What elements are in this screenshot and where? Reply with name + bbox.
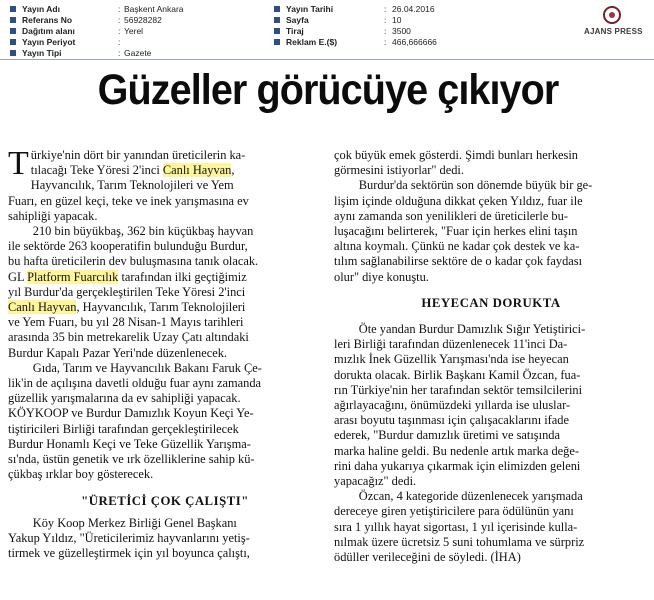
meta-colon: : [384,4,387,14]
article-line: tirmek ve güzelleştirmek için yıl boyunca çalıştı, [8,546,250,561]
article-line: ve Yem Fuarı, bu yıl 28 Nisan-1 Mayıs tarihleri [8,315,244,330]
meta-colon: : [384,15,387,25]
meta-label: Sayfa [286,15,309,25]
article-line: sıra 1 yıllık hayat sigortası, 1 yıl içerisinde kulla- [334,519,578,534]
meta-label: Tiraj [286,26,304,36]
article-line: ödüller verileceğini de söyledi. (İHA) [334,550,521,565]
article-line: Hayvancılık, Tarım Teknolojileri ve Yem [30,178,234,193]
article-line: luşacağını belirterek, "Fuar için herkes elini taşın [334,224,578,239]
article-line: Fuarı, en güzel keçi, teke ve inek yarışmasına ev [8,193,249,208]
article-text-block [334,322,648,565]
article-line: Gıda, Tarım ve Hayvancılık Bakanı Faruk Çe- [8,360,262,375]
article-line: nılmak üzere ücretsiz 5 suni tohumlama ve sürpriz [334,534,585,549]
meta-value: 3500 [392,26,411,36]
article-line: güzellik yarışmalarına da ev sahipliği yapacak. [8,391,241,406]
article-text-block [8,145,322,482]
meta-row [0,15,560,26]
page-title: Güzeller görücüye çıkıyor [97,66,559,114]
article-line: dorukta olacak. Birlik Başkanı Kamil Özcan, fua- [334,367,581,382]
article-line: GL Platform Fuarcılık tarafından ilki geçtiğimiz [8,269,247,284]
article-line: ürkiye'nin dört bir yanından üreticilerin ka- [30,148,246,162]
article-line: çok büyük emek gösterdi. Şimdi bunları herkesin [334,148,578,162]
meta-colon: : [118,37,121,47]
meta-colon: : [118,15,121,25]
article-line: rini daha yukarıya çıkarmak için elimizden geleni [334,458,581,473]
article-line: ile sektörde 263 kooperatifin bulunduğu Burdur, [8,239,248,254]
article-line: Öte yandan Burdur Damızlık Sığır Yetiştirici- [334,322,586,337]
highlighted-keyword: Platform Fuarcılık [27,269,119,284]
article-line: lik'in de açılışına davetli olduğu fuar aynı zamanda [8,376,262,391]
article-line: yıl Burdur'da gerçekleştirilen Teke Yöresi 2'inci [8,284,246,299]
meta-value: Yerel [124,26,144,36]
article-line: KÖYKOOP ve Burdur Damızlık Koyun Keçi Ye- [8,406,254,421]
article-line: olur" diye konuştu. [334,269,429,284]
article-line: leri Birliği tarafından düzenlenecek 11'inci Da- [334,337,568,352]
meta-label: Yayın Periyot [22,37,76,47]
meta-value: 26.04.2016 [392,4,435,14]
article-line: mızlık İnek Güzellik Yarışması'nda ise heyecan [334,352,569,367]
meta-value: 56928282 [124,15,162,25]
article-line: Köy Koop Merkez Birliği Genel Başkanı [8,515,237,530]
article-line: sahipliği yapacak. [8,208,98,223]
article-line: tiştiricileri Birliği tarafından gerçekleştirilecek [8,421,239,436]
article-line: dereceye giren yetiştiricilere para ödülünün yanı [334,504,574,519]
meta-value: 466,666666 [392,37,437,47]
meta-label: Yayın Adı [22,4,60,14]
article-line: yapacağız" dedi. [334,474,417,489]
article-line: lişim içinde olduğuna dikkat çeken Yıldız, fuar ile [334,193,583,208]
article-line: Yakup Yıldız, "Üreticilerimiz hayvanlarını yetiş- [8,530,250,545]
meta-colon: : [118,26,121,36]
article-line: rın Türkiye'nin her tarafından sektör temsilcilerini [334,382,583,397]
drop-cap: T [8,145,29,182]
article-line: arasında 35 bin metrekarelik Uzay Çatı altındaki [8,330,249,345]
article-text-block [334,148,648,285]
article-line: Burdur Kapalı Pazar Yeri'nde düzenlenecek. [8,345,227,360]
meta-colon: : [384,37,387,47]
article-line: bu hafta üreticilerin dev buluşmasına tanık olacak. [8,254,259,269]
meta-colon: : [118,4,121,14]
highlighted-keyword: Canlı Hayvan [8,300,77,315]
header-divider [0,59,654,60]
article-line: çükbaş ırklar boy gösterecek. [8,467,154,482]
ajans-press-logo [584,6,644,38]
meta-colon: : [384,26,387,36]
article-line: aynı zamanda son yenilikleri de üreticilerle bu- [334,208,568,223]
article-line: Canlı Hayvan, Hayvancılık, Tarım Teknolojileri [8,300,246,315]
meta-label: Yayın Tipi [22,48,62,58]
meta-row [0,26,560,37]
article-column-left [8,145,322,561]
article-line: tılım sağlanabilirse sektöre de o kadar çok faydası [334,254,583,269]
article-line: sı'nda, üstün genetik ve ırk özelliklerine sahip kü- [8,452,255,467]
article-line: Burdur Honamlı Keçi ve Teke Güzellik Yarışma- [8,436,251,451]
meta-value: Gazete [124,48,152,58]
article-line: arası boyutu taşınması için çalışacaklarını ifade [334,413,569,428]
meta-label: Dağıtım alanı [22,26,75,36]
article-line: tılacağı Teke Yöresi 2'inci Canlı Hayvan, [30,163,235,178]
meta-colon: : [118,48,121,58]
highlighted-keyword: Canlı Hayvan [162,163,232,178]
article-line: görmesini istiyorlar" dedi. [334,163,464,178]
article-line: ederek, "Burdur damızlık üretimi ve satışında [334,428,560,443]
article-line: 210 bin büyükbaş, 362 bin küçükbaş hayvan [8,224,254,239]
article-subheading: "ÜRETİCİ ÇOK ÇALIŞTI" [81,494,249,509]
article-subheading: HEYECAN DORUKTA [421,295,561,310]
logo-text: AJANS PRESS [584,27,643,36]
meta-row [0,4,560,15]
article-line: Burdur'da sektörün son dönemde büyük bir ge- [334,178,593,193]
clipping-metadata [0,4,654,60]
meta-value: Başkent Ankara [124,4,184,14]
article-line: marka haline geldi. Bu nedenle artık marka değe- [334,443,579,458]
meta-row [0,48,280,59]
article-line: Özcan, 4 kategoride düzenlenecek yarışmada [334,489,583,504]
meta-label: Referans No [22,15,73,25]
meta-label: Reklam E.($) [286,37,338,47]
article-line: ağırlayacağını, önümüzdeki yıllarda ise uluslar- [334,398,571,413]
meta-value: 10 [392,15,402,25]
meta-row [0,37,560,48]
article-text-block [8,516,322,562]
article-column-right [334,148,648,565]
article-line: altına koymalı. Çünkü ne kadar çok destek ve ka- [334,239,580,254]
meta-label: Yayın Tarihi [286,4,334,14]
logo-mark-icon [603,6,621,24]
